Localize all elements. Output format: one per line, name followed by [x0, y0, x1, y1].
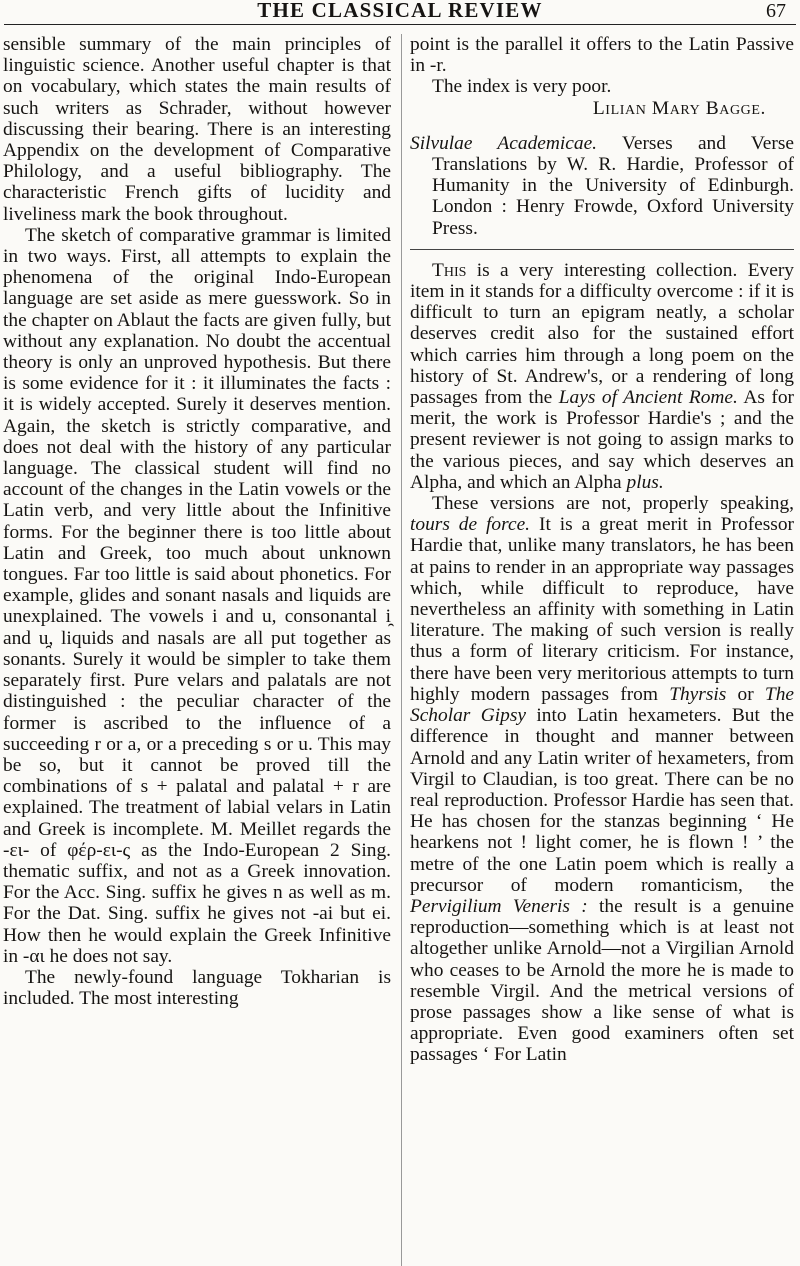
section-rule — [410, 249, 794, 250]
paragraph: point is the parallel it offers to the Latin Passive in -r. — [410, 34, 794, 77]
paragraph — [410, 493, 794, 1065]
paragraph: The newly-found language Tokharian is included. The most interesting — [3, 966, 391, 1010]
right-column — [410, 34, 794, 1066]
text-run: is a very interesting collection. Every item in it stands for a difficulty overcome : if it is difficult to turn an epigram neatly, a scholar deserves credit also for the sustained effort which carries him through a long poem on the history of St. Andrew's, or a rendering of long passages from the — [410, 259, 794, 409]
left-column — [3, 34, 391, 1009]
header-rule — [4, 24, 796, 25]
book-title: Silvulae Academicae. — [410, 132, 598, 154]
emphasis: tours de force. — [410, 514, 531, 536]
work-title: Lays of Ancient Rome. — [558, 387, 738, 409]
text-run: As for merit, the work is Professor Hardie's ; and the present reviewer is not going to assign marks to the various pieces, and say which deserves an Alpha, and which an Alpha — [410, 387, 794, 493]
emphasis: plus. — [626, 471, 664, 493]
book-citation — [410, 133, 794, 239]
work-title: Pervigilium Veneris : — [410, 895, 588, 917]
work-title: Thyrsis — [669, 683, 727, 705]
column-divider — [401, 34, 402, 1266]
text-run: It is a great merit in Professor Hardie that, unlike many translators, he has been at pains to render in an appropriate way passages which, while difficult to reproduce, have nevertheless an affinity with something in Latin literature. The making of such version is really thus a form of literary criticism. For instance, there have been very meritorious attempts to turn highly modern passages from — [410, 514, 794, 705]
text-run: into Latin hexameters. But the difference in thought and manner between Arnold and any Latin writer of hexameters, from Virgil to Claudian, is too great. There can be no real reproduction. Professor Hardie has seen that. He has chosen for the stanzas beginning ‘ He hearkens not ! light comer, he is flown ! ’ the metre of the one Latin poem which is really a precursor of modern romanticism, the — [410, 705, 794, 896]
review-signature: Lilian Mary Bagge. — [592, 97, 766, 119]
text-run: or — [737, 683, 754, 705]
book-details: Verses and Verse Translations by W. R. Hardie, Professor of Humanity in the University of Edinburgh. London : Henry Frowde, Oxford University Press. — [432, 132, 794, 239]
running-title: THE CLASSICAL REVIEW — [257, 0, 543, 22]
text-run: the result is a genuine reproduction—something which is at least not altogether unlike Arnold—not a Virgilian Arnold who ceases to be Arnold the more he is made to resemble Virgil. And the metrical versions of prose passages show a like sense of what is appropriate. Even good examiners often set passages ‘ For Latin — [410, 895, 794, 1066]
page-header — [0, 0, 800, 24]
paragraph: sensible summary of the main principles of linguistic science. Another useful chapter is that on vocabulary, which states the main results of such writers as Schrader, without however discussing their bearing. There is an interesting Appendix on the development of Comparative Philology, and a useful bibliography. The characteristic French gifts of lucidity and liveliness mark the book throughout. — [3, 34, 391, 225]
work-title: The Scholar Gipsy — [410, 683, 794, 727]
page-number: 67 — [766, 0, 786, 22]
paragraph — [410, 260, 794, 493]
paragraph: The index is very poor. — [432, 76, 612, 98]
text-run: These versions are not, properly speaking, — [432, 493, 794, 515]
paragraph: The sketch of comparative grammar is limited in two ways. First, all attempts to explain the phenomena of the original Indo-European language are set aside as mere guesswork. So in the chapter on Ablaut the facts are given fully, but without any explanation. No doubt the accentual theory is only an unproved hypothesis. But there is some evidence for it : it illuminates the facts : it is widely accepted. Surely it deserves mention. Again, the sketch is strictly comparative, and does not deal with the history of any particular language. The classical student will find no account of the changes in the Latin vowels or the Latin verb, and very little about the Infinitive forms. For the beginner there is too little about Latin and Greek, too much about unknown tongues. Far too little is said about phonetics. For example, glides and sonant nasals and liquids are unexplained. The vowels i and u, consonantal i̯ and u̯, liquids and nasals are all put together as sonants. Surely it would be simpler to take them separately first. Pure velars and palatals are not distinguished : the peculiar character of the former is ascribed to the influence of a succeeding r or a, or a preceding s or u. This may be so, but it cannot be proved till the combinations of s + palatal and palatal + r are explained. The treatment of labial velars in Latin and Greek is incomplete. M. Meillet regards the -ει- of φέρ-ει-ς as the Indo-European 2 Sing. thematic suffix, and not as a Greek innovation. For the Acc. Sing. suffix he gives n as well as m. For the Dat. Sing. suffix he gives not -ai but ei. How then he would explain the Greek Infinitive in -αι he does not say. — [3, 224, 391, 967]
lead-word: This — [432, 259, 467, 281]
